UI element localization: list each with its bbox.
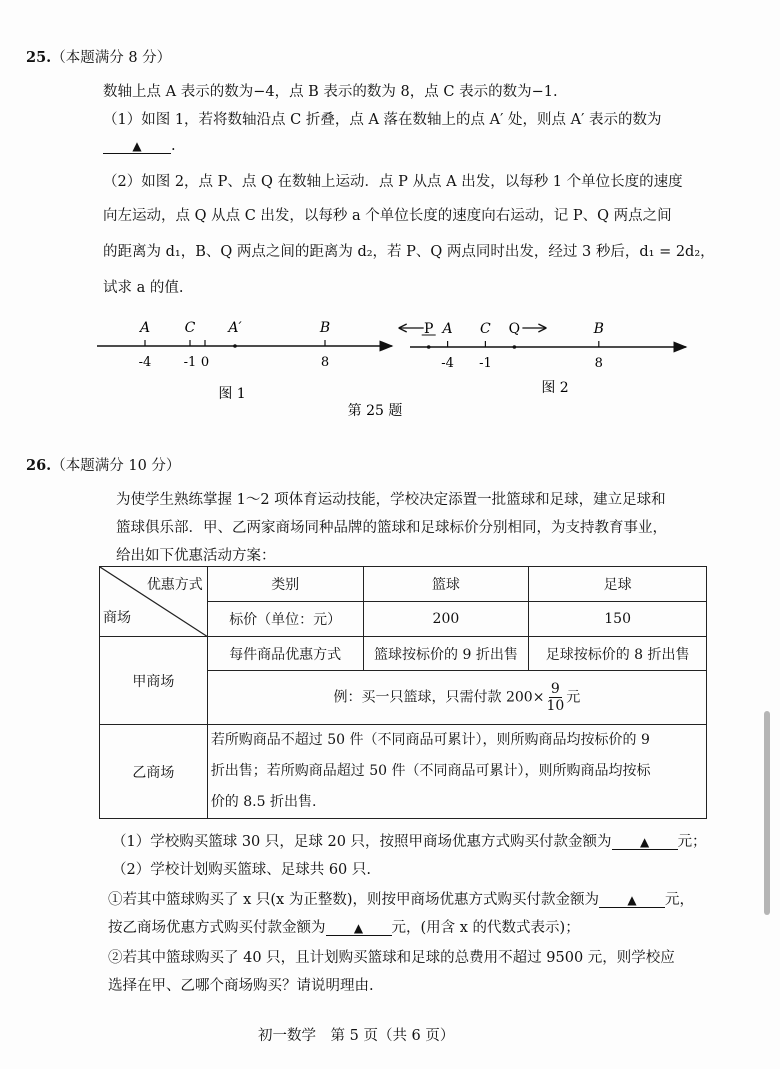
vertical-scrollbar[interactable]	[764, 711, 770, 915]
unit: 元，	[665, 892, 694, 908]
unit: 元；	[677, 834, 707, 850]
point-dot	[513, 345, 517, 349]
point-label-B: B	[593, 321, 604, 337]
q25-part2-line1: （2）如图 2，点 P、点 Q 在数轴上运动．点 P 从点 A 出发，以每秒 1 个单位长度的速度	[103, 174, 683, 190]
example-unit: 元	[566, 689, 581, 706]
q25-part2-line2: 向左运动，点 Q 从点 C 出发，以每秒 a 个单位长度的速度向右运动，记 P、Q 两点之间	[103, 208, 672, 224]
jia-example	[207, 671, 706, 725]
yi-rule-line3: 价的 8.5 折出售.	[210, 794, 317, 810]
unit-note: 元，(用含 x 的代数式表示)；	[391, 920, 580, 936]
figure-title: 第 25 题	[347, 403, 403, 419]
point-label-A: A	[139, 320, 151, 336]
q26-p2b-line1: ②若其中篮球购买了 40 只，且计划购买篮球和足球的总费用不超过 9500 元，则学校应	[108, 950, 675, 966]
q25-part1-answer	[103, 138, 176, 154]
q25-part1: （1）如图 1，若将数轴沿点 C 折叠，点 A 落在数轴上的点 A′ 处，则点 A′ 表示的数为	[103, 112, 662, 128]
number-line-figures	[0, 310, 780, 440]
answer-blank[interactable]	[612, 835, 678, 850]
point-dot	[427, 345, 431, 349]
fraction-nine-tenths	[546, 681, 564, 714]
q25-header	[26, 46, 171, 67]
point-label-A-prime: A′	[228, 320, 242, 336]
point-dot	[233, 344, 237, 348]
q26-intro-line2: 篮球俱乐部．甲、乙两家商场同种品牌的篮球和足球标价分别相同，为支持教育事业，	[116, 520, 667, 536]
header-basketball: 篮球	[363, 567, 529, 602]
jia-mall-label: 甲商场	[100, 637, 208, 725]
point-label-P: P	[423, 321, 434, 337]
q26-number: 26.	[26, 457, 52, 474]
period: .	[171, 138, 176, 154]
tick-label: -1	[479, 356, 492, 371]
answer-blank[interactable]	[326, 921, 392, 936]
q25-number: 25.	[26, 49, 52, 66]
q26-p2b-line2: 选择在甲、乙哪个商场购买？请说明理由.	[108, 978, 374, 994]
q25-part2-line3: 的距离为 d₁，B、Q 两点之间的距离为 d₂，若 P、Q 两点同时出发，经过 3 秒后，d₁ = 2d₂，	[103, 244, 715, 260]
tick-label: -4	[138, 355, 152, 370]
header-category: 类别	[207, 567, 363, 602]
promotion-table	[99, 566, 707, 819]
q25-score: （本题满分 8 分）	[51, 50, 172, 66]
q25-part2-line4: 试求 a 的值.	[103, 280, 184, 296]
tick-label: 8	[594, 356, 603, 371]
triangle-icon: ▲	[627, 893, 637, 907]
example-text: 例：买一只篮球，只需付款 200×	[333, 689, 545, 706]
q26-p2a-text2: 按乙商场优惠方式购买付款金额为	[108, 920, 326, 936]
point-label-C: C	[480, 321, 491, 337]
price-basketball: 200	[363, 602, 529, 637]
q26-intro-line3: 给出如下优惠活动方案：	[116, 548, 276, 564]
price-label: 标价（单位：元）	[207, 602, 363, 637]
corner-top-label: 优惠方式	[146, 577, 203, 593]
jia-discount-label: 每件商品优惠方式	[207, 637, 363, 671]
yi-rule-line1: 若所购商品不超过 50 件（不同商品可累计），则所购商品均按标价的 9	[210, 732, 650, 748]
triangle-icon: ▲	[353, 921, 364, 935]
point-label-A: A	[442, 321, 453, 337]
triangle-icon: ▲	[639, 835, 650, 849]
figure-2-caption: 图 2	[541, 380, 569, 396]
q26-p1-text: （1）学校购买篮球 30 只，足球 20 只，按照甲商场优惠方式购买付款金额为	[112, 834, 612, 850]
point-label-Q: Q	[508, 321, 521, 337]
jia-discount-basketball: 篮球按标价的 9 折出售	[363, 637, 529, 671]
price-football: 150	[529, 602, 707, 637]
answer-blank[interactable]	[103, 139, 171, 154]
q26-intro-line1: 为使学生熟练掌握 1～2 项体育运动技能，学校决定添置一批篮球和足球，建立足球和	[116, 492, 666, 508]
denominator: 10	[546, 698, 565, 714]
tick-label: -1	[183, 355, 197, 370]
tick-label: 8	[320, 355, 330, 370]
corner-bottom-label: 商场	[103, 610, 131, 626]
point-label-C: C	[184, 320, 196, 336]
header-football: 足球	[529, 567, 707, 602]
q26-p2: （2）学校计划购买篮球、足球共 60 只.	[112, 862, 372, 878]
point-label-B: B	[319, 320, 331, 336]
jia-discount-football: 足球按标价的 8 折出售	[529, 637, 707, 671]
q26-header	[26, 454, 180, 475]
q26-p2a-text: ①若其中篮球购买了 x 只(x 为正整数)，则按甲商场优惠方式购买付款金额为	[108, 892, 599, 908]
figure-1-caption: 图 1	[218, 386, 246, 402]
figure-2-number-line	[399, 321, 686, 371]
tick-label: 0	[200, 355, 210, 370]
q26-score: （本题满分 10 分）	[51, 458, 181, 474]
yi-rule-line2: 折出售；若所购商品超过 50 件（不同商品可累计），则所购商品均按标	[210, 763, 651, 779]
q25-intro: 数轴上点 A 表示的数为−4，点 B 表示的数为 8，点 C 表示的数为−1.	[103, 84, 558, 100]
q26-p1	[112, 830, 707, 851]
triangle-icon: ▲	[132, 139, 142, 153]
figure-1-number-line	[97, 320, 392, 370]
tick-label: -4	[441, 356, 454, 371]
corner-cell	[100, 567, 208, 637]
numerator: 9	[550, 681, 560, 697]
answer-blank[interactable]	[599, 893, 665, 908]
yi-mall-label: 乙商场	[100, 725, 208, 819]
q26-p2a-line1	[108, 888, 694, 909]
page-footer: 初一数学 第 5 页（共 6 页）	[258, 1028, 455, 1044]
yi-discount-rule	[207, 725, 706, 819]
q26-p2a-line2	[108, 916, 580, 937]
